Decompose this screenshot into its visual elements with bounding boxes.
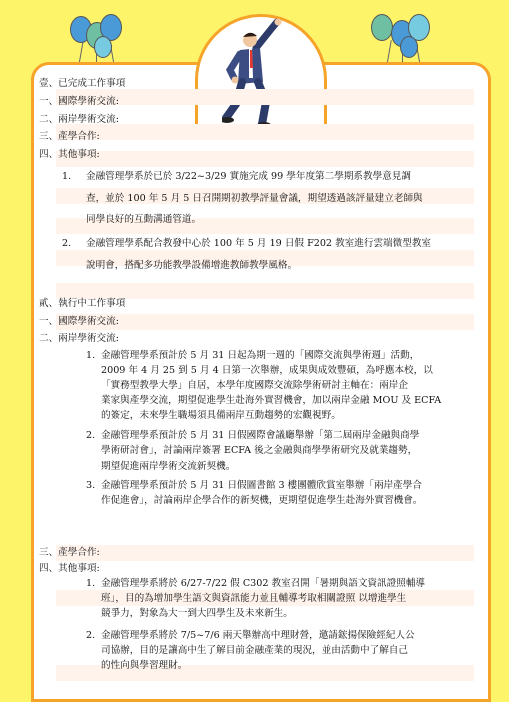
list-item-line: 業家與產學交流，期望促進學生赴海外實習機會，加以兩岸金融 MOU 及 ECFA xyxy=(101,395,442,406)
list-item-line: 作促進會」，討論兩岸企學合作的新契機，更期望促進學生赴海外實習機會。 xyxy=(101,495,423,506)
list-item-line: 的性向與學習理財。 xyxy=(101,660,188,671)
list-item-line: 金融管理學系將於 7/5~7/6 兩天舉辦高中理財營，邀請鋐揚保險經紀人公 xyxy=(101,630,415,641)
businessman-illustration xyxy=(222,18,282,130)
list-item-line: 說明會，搭配多功能教學設備增進教師教學風格。 xyxy=(86,260,298,271)
list-number: 2. xyxy=(86,630,96,641)
balloon-icon xyxy=(371,14,393,41)
list-item-line: 金融管理學系配合教發中心於 100 年 5 月 19 日假 F202 教室進行雲端微型教室 xyxy=(86,238,432,249)
subsection-heading: 三、產學合作: xyxy=(39,547,100,558)
subsection-heading: 二、兩岸學術交流: xyxy=(39,333,119,344)
list-number: 1. xyxy=(86,350,96,361)
list-item-line: 期望促進兩岸學術交流新契機。 xyxy=(101,461,236,472)
subsection-heading: 一、國際學術交流: xyxy=(39,96,119,107)
section-title: 貳、執行中工作事項 xyxy=(39,298,126,309)
subsection-heading: 四、其他事項: xyxy=(39,563,100,574)
list-item-line: 的簽定，未來學生職場須具備兩岸互動趨勢的宏觀視野。 xyxy=(101,410,341,421)
list-item-line: 2009 年 4 月 25 到 5 月 4 日第一次舉辦，成果與成效豐碩，為呼應本校，以 xyxy=(101,365,433,376)
list-number: 2. xyxy=(62,238,72,249)
list-item-line: 「實務型教學大學」自居，本學年度國際交流除學術研討主軸在：兩岸企 xyxy=(101,380,408,391)
subsection-heading: 四、其他事項: xyxy=(39,149,100,160)
list-item-line: 金融管理學系預計於 5 月 31 日假圖書館 3 樓團體欣賞室舉辦「兩岸產學合 xyxy=(101,480,422,491)
list-number: 1. xyxy=(62,171,72,182)
list-item-line: 班」，目的為增加學生語文與資訊能力並且輔導考取相關證照 以增進學生 xyxy=(101,593,407,604)
subsection-heading: 二、兩岸學術交流: xyxy=(39,114,119,125)
list-item-line: 司協辦，目的是讓高中生了解目前金融產業的現況，並由活動中了解自己 xyxy=(101,645,408,656)
list-item-line: 金融管理學系將於 6/27-7/22 假 C302 教室召開「暑期與語文資訊證照輔導 xyxy=(101,578,426,589)
list-item-line: 競爭力，對象為大一到大四學生及未來新生。 xyxy=(101,608,293,619)
list-item-line: 金融管理學系預計於 5 月 31 日假國際會議廳舉辦「第二屆兩岸金融與商學 xyxy=(101,430,420,441)
subsection-heading: 三、產學合作: xyxy=(39,131,100,142)
subsection-heading: 一、國際學術交流: xyxy=(39,316,119,327)
balloon-icon xyxy=(94,36,112,58)
list-item-line: 金融管理學系於已於 3/22~3/29 實施完成 99 學年度第二學期系教學意見調 xyxy=(86,171,411,182)
balloon-icon xyxy=(400,36,418,58)
list-number: 2. xyxy=(86,430,96,441)
list-item-line: 金融管理學系預計於 5 月 31 日起為期一週的「國際交流與學術週」活動， xyxy=(101,350,420,361)
list-number: 1. xyxy=(86,578,96,589)
list-item-line: 同學良好的互動溝通管道。 xyxy=(86,214,202,225)
list-item-line: 學術研討會」，討論兩岸簽署 ECFA 後之金融與商學學術研究及就業趨勢， xyxy=(101,445,418,456)
section-title: 壹、已完成工作事項 xyxy=(39,78,126,89)
list-item-line: 查，並於 100 年 5 月 5 日召開期初教學評量會議，期望透過該評量建立老師與 xyxy=(86,193,423,204)
list-number: 3. xyxy=(86,480,96,491)
